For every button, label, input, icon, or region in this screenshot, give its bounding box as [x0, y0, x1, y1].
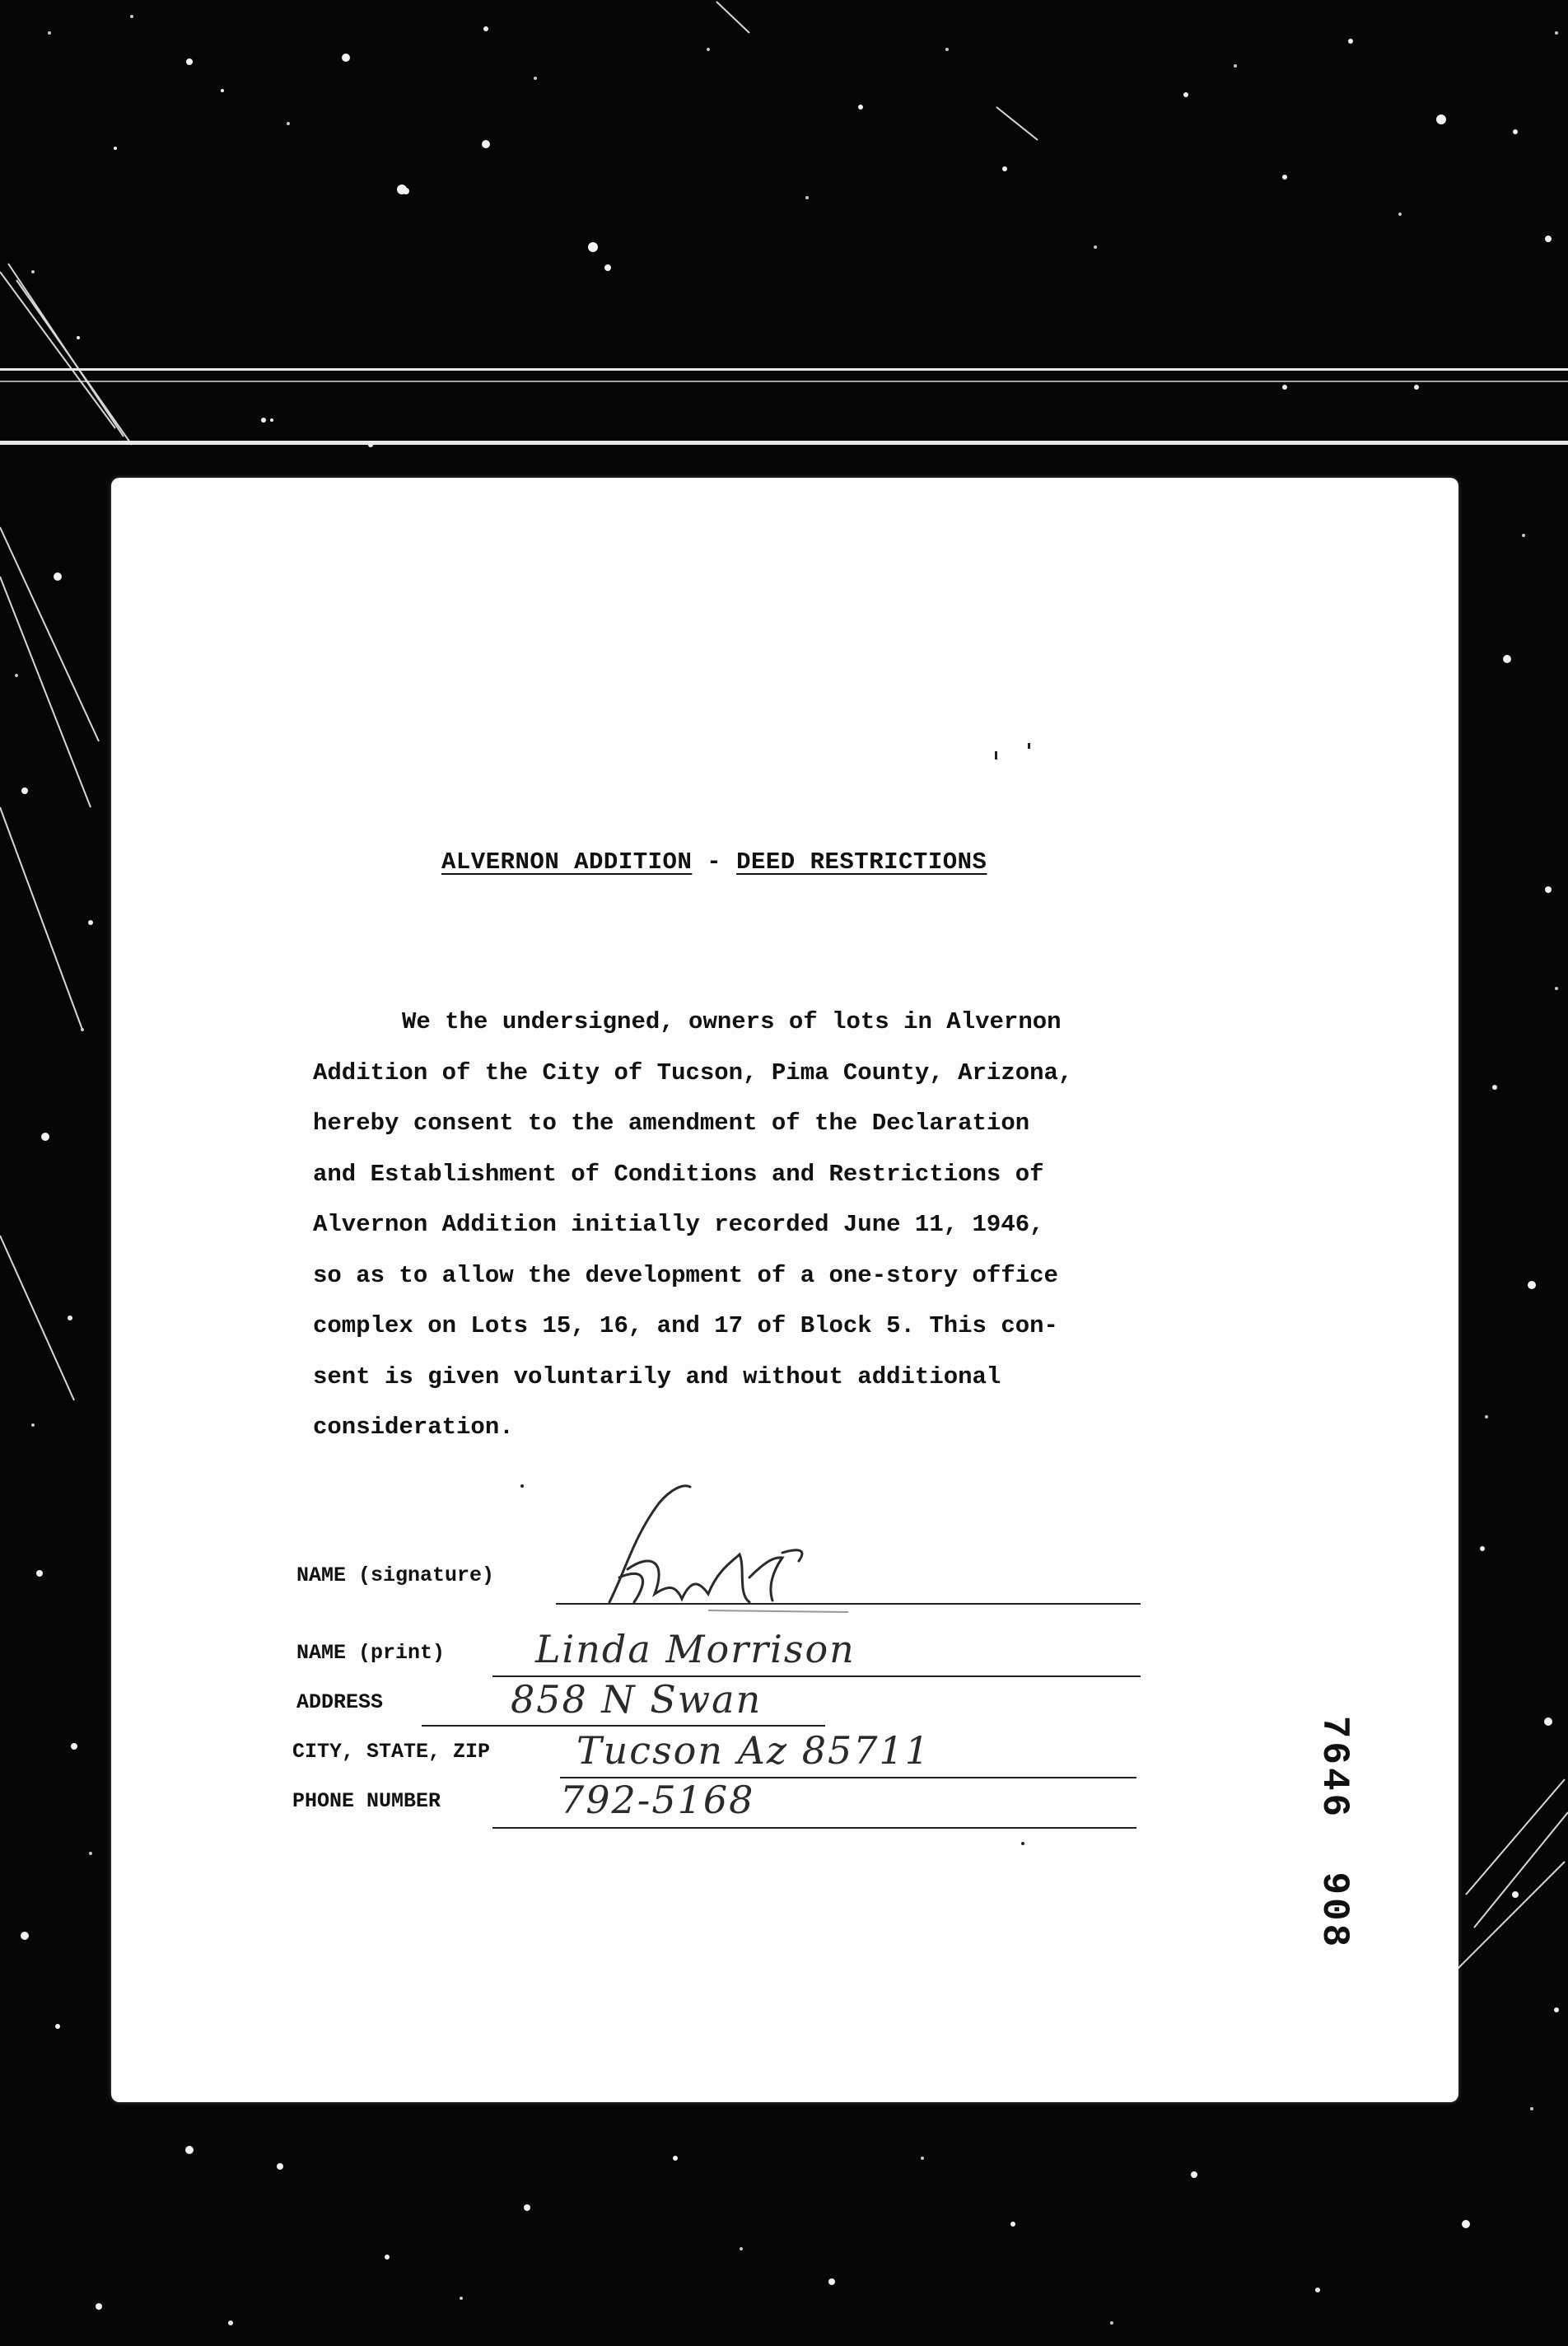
- phone-number-label: PHONE NUMBER: [292, 1789, 441, 1813]
- print-name-value: Linda Morrison: [535, 1627, 856, 1671]
- document-title: [441, 848, 987, 876]
- paragraph-line: We the undersigned, owners of lots in Alvernon: [402, 1008, 1062, 1035]
- address-value: 858 N Swan: [511, 1677, 763, 1722]
- scan-band-line: [0, 441, 1568, 445]
- handwritten-signature: [576, 1479, 856, 1619]
- title-part-2: DEED RESTRICTIONS: [736, 848, 987, 876]
- address-label: ADDRESS: [296, 1690, 384, 1714]
- paragraph-line: consideration.: [313, 1414, 514, 1441]
- paper-speck: [995, 751, 997, 759]
- consent-paragraph: [313, 997, 1202, 1453]
- recording-stamp-text: 7646 908: [1313, 1715, 1356, 1951]
- phone-number-line: [492, 1827, 1136, 1829]
- recording-stamp: [1281, 1697, 1388, 1969]
- paper-speck: [520, 1484, 524, 1488]
- paragraph-line: sent is given voluntarily and without additional: [313, 1362, 1001, 1390]
- paragraph-line: Alvernon Addition initially recorded June 11, 1946,: [313, 1211, 1044, 1238]
- scan-band-line: [0, 368, 1568, 371]
- paper-speck: [1028, 743, 1030, 749]
- paragraph-line: complex on Lots 15, 16, and 17 of Block 5. This con-: [313, 1312, 1058, 1339]
- print-name-label: NAME (print): [296, 1641, 446, 1665]
- paragraph-line: so as to allow the development of a one-story office: [313, 1261, 1058, 1289]
- address-line: [422, 1725, 825, 1727]
- phone-number-value: 792-5168: [560, 1778, 755, 1822]
- paper-speck: [1021, 1842, 1024, 1845]
- scan-band-line: [0, 381, 1568, 382]
- paragraph-line: Addition of the City of Tucson, Pima County, Arizona,: [313, 1059, 1073, 1087]
- paragraph-line: and Establishment of Conditions and Restrictions of: [313, 1160, 1044, 1188]
- title-separator: -: [692, 848, 737, 876]
- city-state-zip-value: Tucson Az 85711: [576, 1728, 931, 1773]
- signature-label: NAME (signature): [296, 1563, 495, 1587]
- title-part-1: ALVERNON ADDITION: [441, 848, 693, 876]
- city-state-zip-label: CITY, STATE, ZIP: [292, 1740, 491, 1764]
- paragraph-line: hereby consent to the amendment of the Declaration: [313, 1110, 1030, 1137]
